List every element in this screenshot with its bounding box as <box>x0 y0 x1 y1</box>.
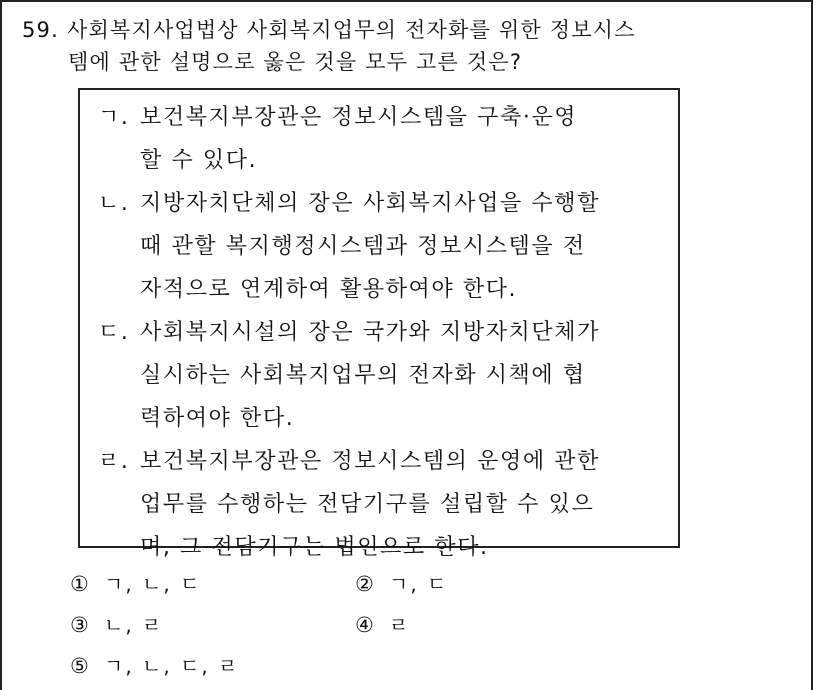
statement-c-line-2: 실시하는 사회복지업무의 전자화 시책에 협 <box>140 363 586 388</box>
choice-4-number: ④ <box>355 613 376 637</box>
question-text-line-1: 사회복지사업법상 사회복지업무의 전자화를 위한 정보시스 <box>67 18 636 42</box>
choice-5-number: ⑤ <box>70 654 91 678</box>
statements-box <box>78 88 680 560</box>
statement-a-line-2: 할 수 있다. <box>140 148 258 173</box>
choice-1-text: ㄱ, ㄴ, ㄷ <box>104 572 202 596</box>
choice-5-text: ㄱ, ㄴ, ㄷ, ㄹ <box>104 654 240 678</box>
statement-a-text-1: 보건복지부장관은 정보시스템을 구축·운영 <box>140 105 578 130</box>
statement-c-text-1: 사회복지시설의 장은 국가와 지방자치단체가 <box>140 320 600 345</box>
choice-2-number: ② <box>355 572 376 596</box>
choice-3-number: ③ <box>70 613 91 637</box>
statement-a-marker: ㄱ. <box>98 105 130 130</box>
statement-b-line-3: 자적으로 연계하여 활용하여야 한다. <box>140 277 518 302</box>
statement-d-line-2: 업무를 수행하는 전담기구를 설립할 수 있으 <box>140 492 595 517</box>
statement-d-line-3: 며, 그 전담기구는 법인으로 한다. <box>140 535 489 560</box>
statement-c-marker: ㄷ. <box>98 320 130 345</box>
statement-b-line-1 <box>98 186 600 217</box>
choice-4[interactable] <box>355 609 410 638</box>
statement-b-line-2: 때 관할 복지행정시스템과 정보시스템을 전 <box>140 234 586 259</box>
statement-a-line-1 <box>98 100 577 131</box>
choice-3[interactable] <box>70 609 163 638</box>
statement-b-marker: ㄴ. <box>98 191 130 216</box>
statement-c-line-3: 력하여야 한다. <box>140 406 295 431</box>
choice-5[interactable] <box>70 650 239 679</box>
statement-d-line-1 <box>98 444 600 475</box>
choice-2-text: ㄱ, ㄷ <box>389 572 449 596</box>
choice-2[interactable] <box>355 568 448 597</box>
question-line-1 <box>22 14 636 44</box>
statement-d-marker: ㄹ. <box>98 449 130 474</box>
statement-c-line-1 <box>98 315 600 346</box>
choice-4-text: ㄹ <box>389 613 411 637</box>
statement-b-text-1: 지방자치단체의 장은 사회복지사업을 수행할 <box>140 191 600 216</box>
question-text-line-2: 템에 관한 설명으로 옳은 것을 모두 고른 것은? <box>68 50 523 74</box>
statement-d-text-1: 보건복지부장관은 정보시스템의 운영에 관한 <box>140 449 600 474</box>
question-number: 59. <box>22 18 59 42</box>
choice-1-number: ① <box>70 572 91 596</box>
choice-1[interactable] <box>70 568 201 597</box>
choice-3-text: ㄴ, ㄹ <box>104 613 164 637</box>
